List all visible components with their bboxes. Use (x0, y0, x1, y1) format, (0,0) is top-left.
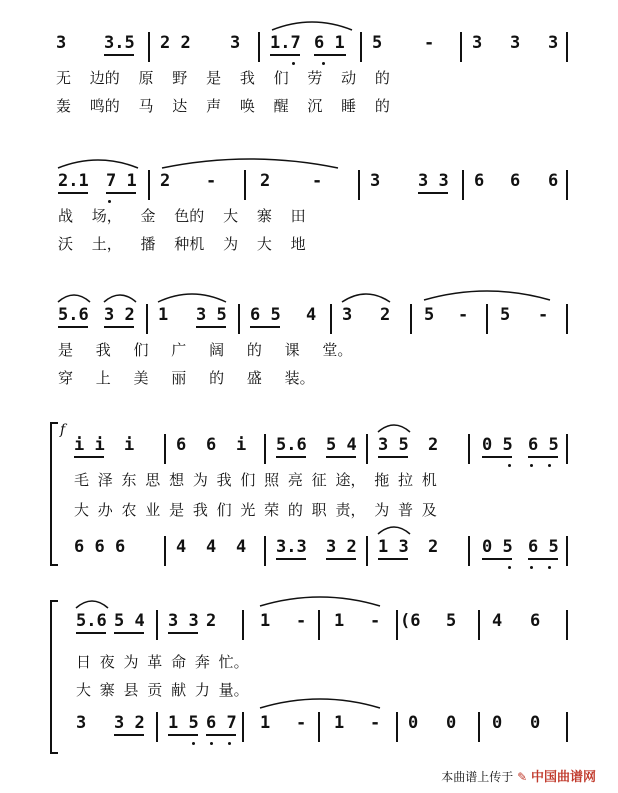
note-group: 3 3 (418, 171, 449, 191)
note-group: 5 (500, 305, 511, 325)
note-group: 6 (510, 171, 521, 191)
note-group: 0 (530, 713, 541, 733)
note-group: 3 (230, 33, 241, 53)
note-group: 5 4 (114, 611, 145, 631)
note-group: 1 3 (378, 537, 409, 557)
note-group: - (458, 305, 469, 325)
note-group: - (370, 611, 381, 631)
score-row-3 (0, 302, 618, 328)
site-brand[interactable]: 中国曲谱网 (530, 770, 596, 785)
note-group: 2 (160, 171, 171, 191)
note-group: 1 (260, 713, 271, 733)
lyric-line: 沃 土， 播 种机 为 大 地 (58, 235, 306, 253)
note-group: 2 (380, 305, 391, 325)
note-group: 1.7 (270, 33, 301, 53)
note-group: 7 1 (106, 171, 137, 191)
note-group: 3 (342, 305, 353, 325)
note-group: 2 2 (160, 33, 191, 53)
note-group: 6 (474, 171, 485, 191)
tie-arc (340, 290, 392, 304)
note-group: 3 (472, 33, 483, 53)
dynamic-marking: f (60, 422, 66, 438)
tie-arc (270, 18, 354, 32)
note-group: (6 (400, 611, 421, 631)
note-group: 0 (446, 713, 457, 733)
note-group: 5.6 (276, 435, 307, 455)
note-group: - (370, 713, 381, 733)
score-row-5-upper (0, 608, 618, 634)
note-group: 2 (260, 171, 271, 191)
note-group: 3 (370, 171, 381, 191)
note-group: 6 5 (528, 435, 559, 455)
tie-arc (56, 290, 92, 304)
note-group: 4 (492, 611, 503, 631)
note-group: 5.6 (76, 611, 107, 631)
note-group: 6 (530, 611, 541, 631)
tie-arc (74, 596, 110, 610)
note-group: 0 5 (482, 435, 513, 455)
note-group: 4 (206, 537, 217, 557)
note-group: - (312, 171, 323, 191)
note-group: 2 (428, 435, 439, 455)
tie-arc (156, 290, 228, 304)
upload-source-note (441, 766, 596, 785)
tie-arc (422, 288, 552, 302)
score-row-4-upper (0, 432, 618, 458)
note-group: 5.6 (58, 305, 89, 325)
lyric-line: 无 边的 原 野 是 我 们 劳 动 的 (56, 69, 390, 87)
note-group: 0 (492, 713, 503, 733)
note-group: i (236, 435, 247, 455)
note-group: 4 (236, 537, 247, 557)
site-logo-icon: ✎ (517, 770, 528, 784)
note-group: i i (74, 435, 105, 455)
lyric-line: 大 办 农 业 是 我 们 光 荣 的 职 责， 为 普 及 (74, 501, 437, 519)
note-group: - (538, 305, 549, 325)
note-group: 3 5 (378, 435, 409, 455)
note-group: 1 5 (168, 713, 199, 733)
score-row-1 (0, 30, 618, 56)
note-group: 4 (176, 537, 187, 557)
note-group: - (424, 33, 435, 53)
note-group: 3 3 (168, 611, 199, 631)
note-group: 3 2 (114, 713, 145, 733)
upload-prefix: 本曲谱上传于 (441, 770, 514, 784)
note-group: 6 (206, 435, 217, 455)
note-group: 1 (334, 713, 345, 733)
tie-arc (376, 420, 412, 434)
tie-arc (258, 594, 382, 608)
lyric-line: 大 寨 县 贡 献 力 量。 (76, 681, 249, 699)
tie-arc (102, 290, 138, 304)
lyric-line: 穿 上 美 丽 的 盛 装。 (58, 369, 315, 387)
note-group: 2 (428, 537, 439, 557)
note-group: 5 (446, 611, 457, 631)
note-group: 6 7 (206, 713, 237, 733)
score-row-5-lower (0, 710, 618, 736)
note-group: 1 (334, 611, 345, 631)
note-group: 0 5 (482, 537, 513, 557)
note-group: 3 2 (326, 537, 357, 557)
lyric-line: 轰 鸣的 马 达 声 唤 醒 沉 睡 的 (56, 97, 390, 115)
score-row-2 (0, 168, 618, 194)
tie-arc (160, 156, 340, 170)
lyric-line: 战 场， 金 色的 大 寨 田 (58, 207, 306, 225)
lyric-line: 毛 泽 东 思 想 为 我 们 照 亮 征 途， 拖 拉 机 (74, 471, 437, 489)
note-group: 2 (206, 611, 217, 631)
note-group: 1 (158, 305, 169, 325)
note-group: - (296, 611, 307, 631)
note-group: 6 6 6 (74, 537, 126, 557)
lyric-line: 是 我 们 广 阔 的 课 堂。 (58, 341, 353, 359)
note-group: 3 (76, 713, 87, 733)
note-group: 3 2 (104, 305, 135, 325)
note-group: 5 (372, 33, 383, 53)
note-group: i (124, 435, 135, 455)
note-group: - (296, 713, 307, 733)
note-group: 3 (56, 33, 67, 53)
tie-arc (376, 522, 412, 536)
score-row-4-lower (0, 534, 618, 560)
note-group: 2.1 (58, 171, 89, 191)
note-group: - (206, 171, 217, 191)
note-group: 5 (424, 305, 435, 325)
note-group: 5 4 (326, 435, 357, 455)
note-group: 1 (260, 611, 271, 631)
note-group: 3 (510, 33, 521, 53)
note-group: 3.3 (276, 537, 307, 557)
note-group: 6 5 (250, 305, 281, 325)
note-group: 3 5 (196, 305, 227, 325)
note-group: 6 (176, 435, 187, 455)
note-group: 0 (408, 713, 419, 733)
note-group: 3 (548, 33, 559, 53)
note-group: 6 5 (528, 537, 559, 557)
note-group: 6 1 (314, 33, 345, 53)
tie-arc (56, 156, 140, 170)
tie-arc (258, 696, 382, 710)
lyric-line: 日 夜 为 革 命 奔 忙。 (76, 653, 249, 671)
note-group: 6 (548, 171, 559, 191)
note-group: 4 (306, 305, 317, 325)
note-group: 3.5 (104, 33, 135, 53)
